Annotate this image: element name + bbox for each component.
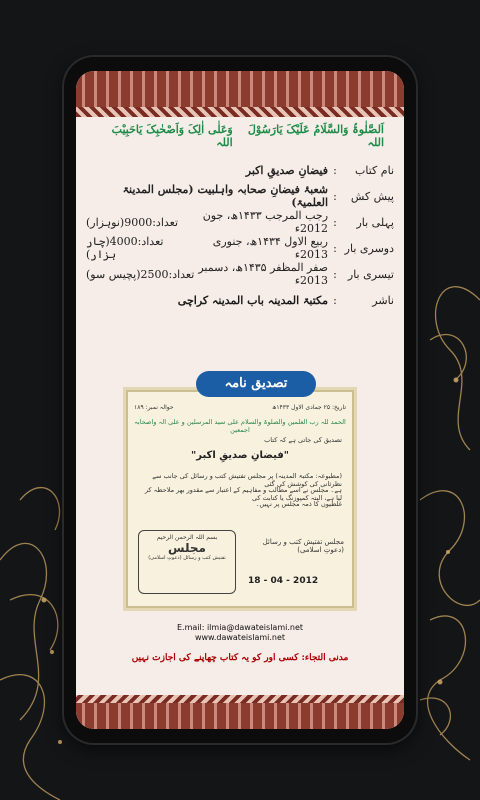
seal-sub: تفتیش کتب و رسائل (دعوتِ اسلامی)	[148, 555, 226, 561]
row-publisher: ناشر : مکتبۃ المدینہ باب المدینہ کراچی	[86, 287, 394, 313]
notice-text: کسی اور کو یہ کتاب چھاپنے کی اجازت نہیں	[131, 653, 299, 663]
second-edition-count: تعداد:4000(چار ہزار)	[86, 235, 164, 261]
certificate-line1: تصدیق کی جاتی ہے کہ کتاب	[264, 436, 342, 444]
top-border-ornament	[76, 71, 404, 117]
certificate	[123, 387, 357, 611]
contact-email: E.mail: ilmia@dawateislami.net	[176, 623, 304, 632]
first-edition-count: تعداد:9000(نوہزار)	[86, 215, 179, 229]
book-info	[86, 157, 394, 313]
first-edition-label: پہلی بار	[356, 215, 394, 229]
presenter-value: شعبۂ فیضانِ صحابہ واہلبیت (مجلس المدینۃ العلمیۃ)	[122, 183, 328, 209]
certificate-book-title: "فیضانِ صدیقِ اکبر"	[191, 450, 289, 461]
row-second-edition: دوسری بار : ربیع الاول ۱۴۳۴ھ، جنوری 2013ء تعداد:4000(چار ہزار)	[86, 235, 394, 261]
book-name-label: نام کتاب	[355, 163, 394, 177]
second-edition-date: ربیع الاول ۱۴۳۴ھ، جنوری 2013ء	[212, 235, 328, 261]
salat-right: اَلصَّلٰوۃُ وَالسَّلَامُ عَلَیْکَ یَارَسُوْلَ اللہ	[247, 123, 384, 149]
book-name-value: فیضانِ صدیقِ اکبر	[245, 163, 328, 177]
seal-main: مجلس	[168, 541, 206, 555]
certificate-badge: تصدیق نامہ	[196, 371, 316, 397]
certificate-hamd: الحمد للہ رب العلمین والصلوۃ والسلام علی سید المرسلین و علی الہ واصحابہ اجمعین	[134, 418, 346, 434]
contact-website: www.dawateislami.net	[194, 633, 286, 642]
salat-header	[76, 123, 404, 149]
certificate-line2: (مطبوعہ: مکتبۃ المدینہ) پر مجلس تفتیش کتب و رسائل کی جانب سے نظرثانی کی کوشش کی گئی	[152, 472, 342, 488]
third-edition-date: صفر المظفر ۱۴۳۵ھ، دسمبر 2013ء	[198, 261, 328, 287]
certificate-majlis: مجلس تفتیش کتب و رسائل (دعوتِ اسلامی)	[262, 538, 344, 554]
presenter-label: پیش کش	[350, 189, 394, 203]
certificate-date-top: تاریخ: ۲۵ جمادی الاول ۱۴۳۳ھ	[272, 404, 346, 411]
certificate-topline	[134, 404, 346, 411]
certificate-date: 18 - 04 - 2012	[248, 576, 319, 586]
copyright-notice	[76, 653, 404, 663]
certificate-line3: ہے۔ مجلس نے اسے مطالب و مفاہیم کے اعتبار سے مقدور بھر ملاحظہ کر لیا ہے، البتہ کمپوزنگ یا کتابت کی	[144, 486, 342, 502]
third-edition-count: تعداد:2500(پچیس سو)	[86, 267, 195, 281]
publisher-label: ناشر	[372, 293, 394, 307]
notice-prefix: مدنی التجاء:	[301, 653, 349, 663]
book-page	[76, 71, 404, 729]
majlis-seal	[138, 530, 236, 594]
certificate-ref: حوالہ نمبر: ۱۸۹	[134, 404, 174, 411]
seal-top: بسم اللہ الرحمن الرحیم	[156, 534, 218, 541]
publisher-value: مکتبۃ المدینہ باب المدینہ کراچی	[177, 293, 328, 307]
row-book-name: نام کتاب : فیضانِ صدیقِ اکبر	[86, 157, 394, 183]
row-presenter: پیش کش : شعبۂ فیضانِ صحابہ واہلبیت (مجلس المدینۃ العلمیۃ)	[86, 183, 394, 209]
bottom-border-ornament	[76, 695, 404, 729]
row-first-edition: پہلی بار : رجب المرجب ۱۴۳۳ھ، جون 2012ء تعداد:9000(نوہزار)	[86, 209, 394, 235]
salat-left: وَعَلٰی اٰلِکَ وَاَصْحٰبِکَ یَاحَبِیْبَ اللہ	[111, 123, 233, 149]
row-third-edition: تیسری بار : صفر المظفر ۱۴۳۵ھ، دسمبر 2013ء تعداد:2500(پچیس سو)	[86, 261, 394, 287]
certificate-line4: غلطیوں کا ذمہ مجلس پر نہیں۔	[255, 500, 342, 508]
first-edition-date: رجب المرجب ۱۴۳۳ھ، جون 2012ء	[202, 209, 328, 235]
third-edition-label: تیسری بار	[347, 267, 394, 281]
second-edition-label: دوسری بار	[344, 241, 394, 255]
phone-frame	[64, 57, 416, 743]
